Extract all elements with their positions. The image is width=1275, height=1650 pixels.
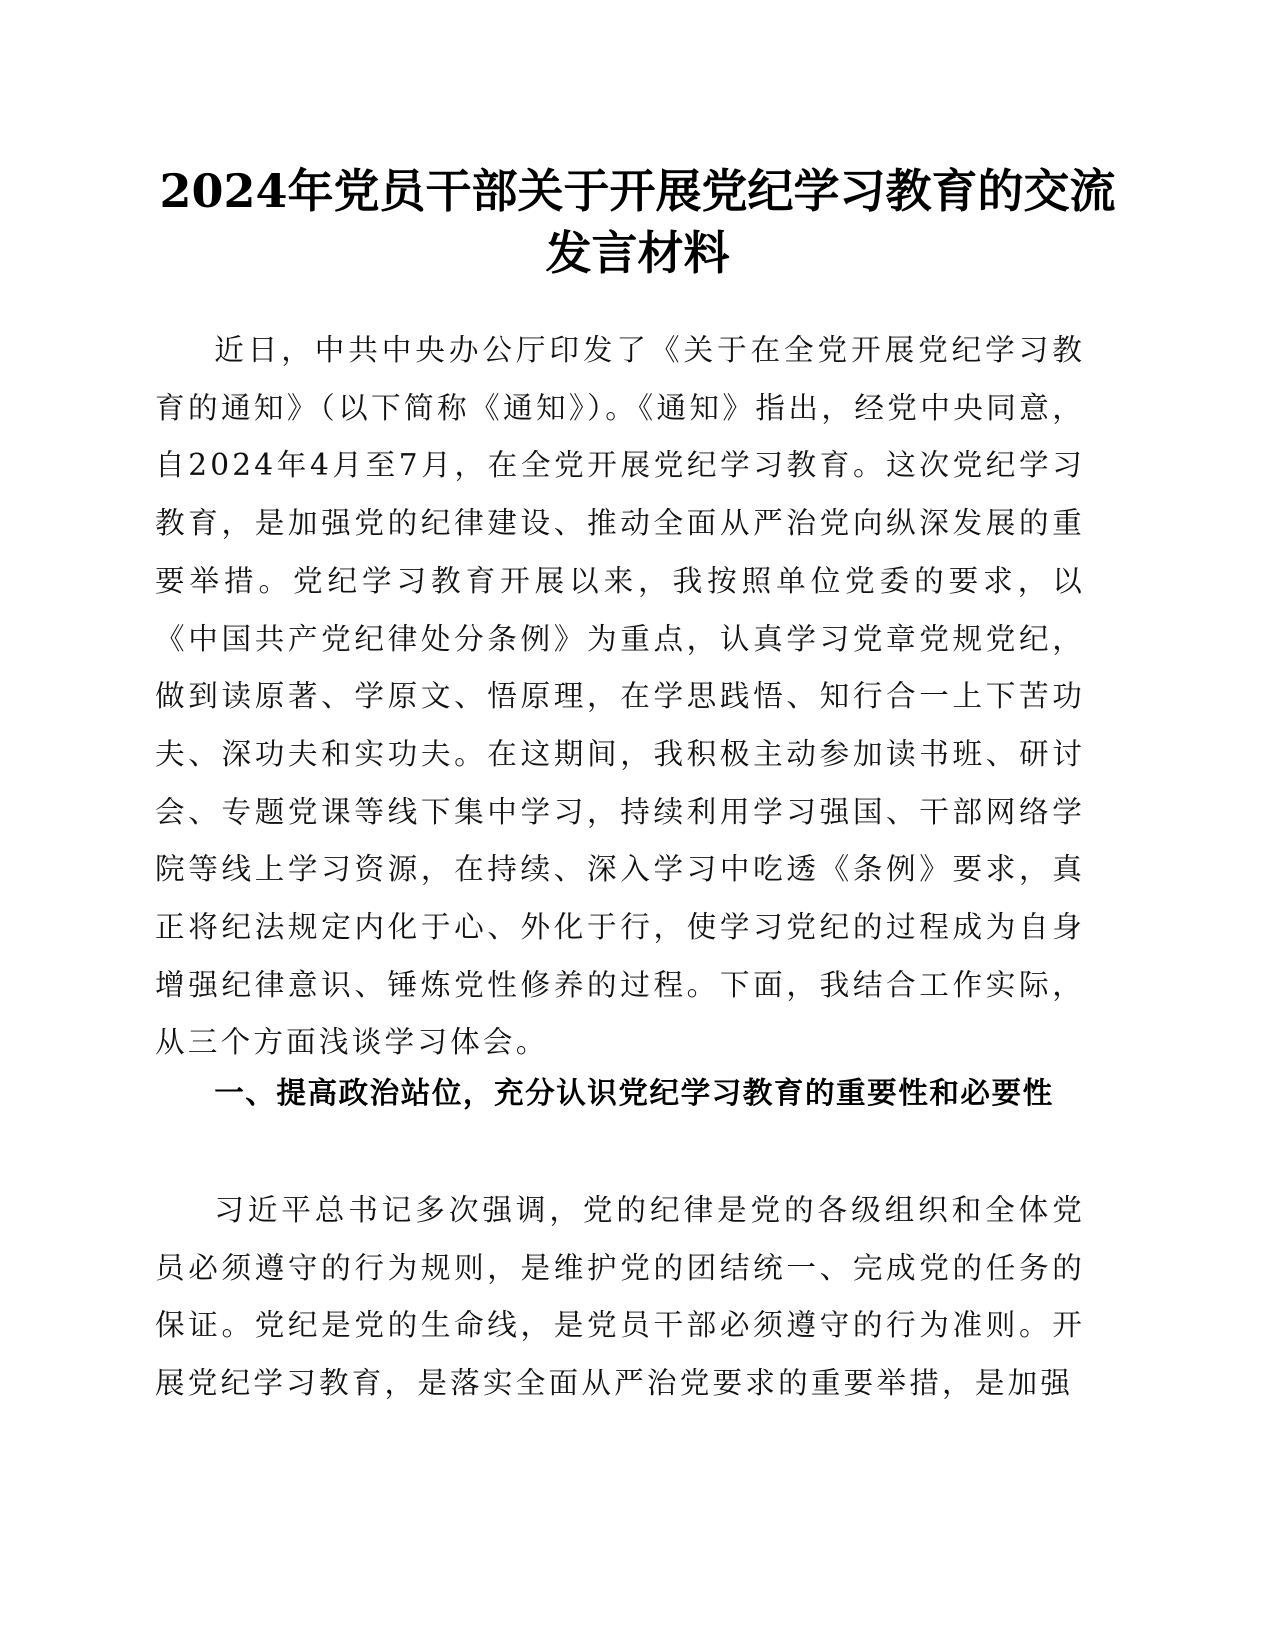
paragraph-section-1: 习近平总书记多次强调，党的纪律是党的各级组织和全体党员必须遵守的行为规则，是维护党的团结统一、完成党的任务的保证。党纪是党的生命线，是党员干部必须遵守的行为准则。开展党纪学习教育，是落实全面从严治党要求的重要举措，是加强 bbox=[155, 1193, 1085, 1401]
paragraph-intro: 近日，中共中央办公厅印发了《关于在全党开展党纪学习教育的通知》（以下简称《通知》）。《通知》指出，经党中央同意，自2024年4月至7月，在全党开展党纪学习教育。这次党纪学习教育，是加强党的纪律建设、推动全面从严治党向纵深发展的重要举措。党纪学习教育开展以来，我按照单位党委的要求，以《中国共产党纪律处分条例》为重点，认真学习党章党规党纪，做到读原著、学原文、悟原理，在学思践悟、知行合一上下苦功夫、深功夫和实功夫。在这期间，我积极主动参加读书班、研讨会、专题党课等线下集中学习，持续利用学习强国、干部网络学院等线上学习资源，在持续、深入学习中吃透《条例》要求，真正将纪法规定内化于心、外化于行，使学习党纪的过程成为自身增强纪律意识、锤炼党性修养的过程。下面，我结合工作实际，从三个方面浅谈学习体会。 bbox=[155, 333, 1085, 1060]
title-line-1: 2024年党员干部关于开展党纪学习教育的交流 bbox=[159, 164, 1116, 218]
title-line-2: 发言材料 bbox=[545, 226, 730, 280]
section-heading-1: 一、提高政治站位，充分认识党纪学习教育的重要性和必要性 bbox=[214, 1076, 1054, 1110]
document-title bbox=[150, 160, 1125, 284]
